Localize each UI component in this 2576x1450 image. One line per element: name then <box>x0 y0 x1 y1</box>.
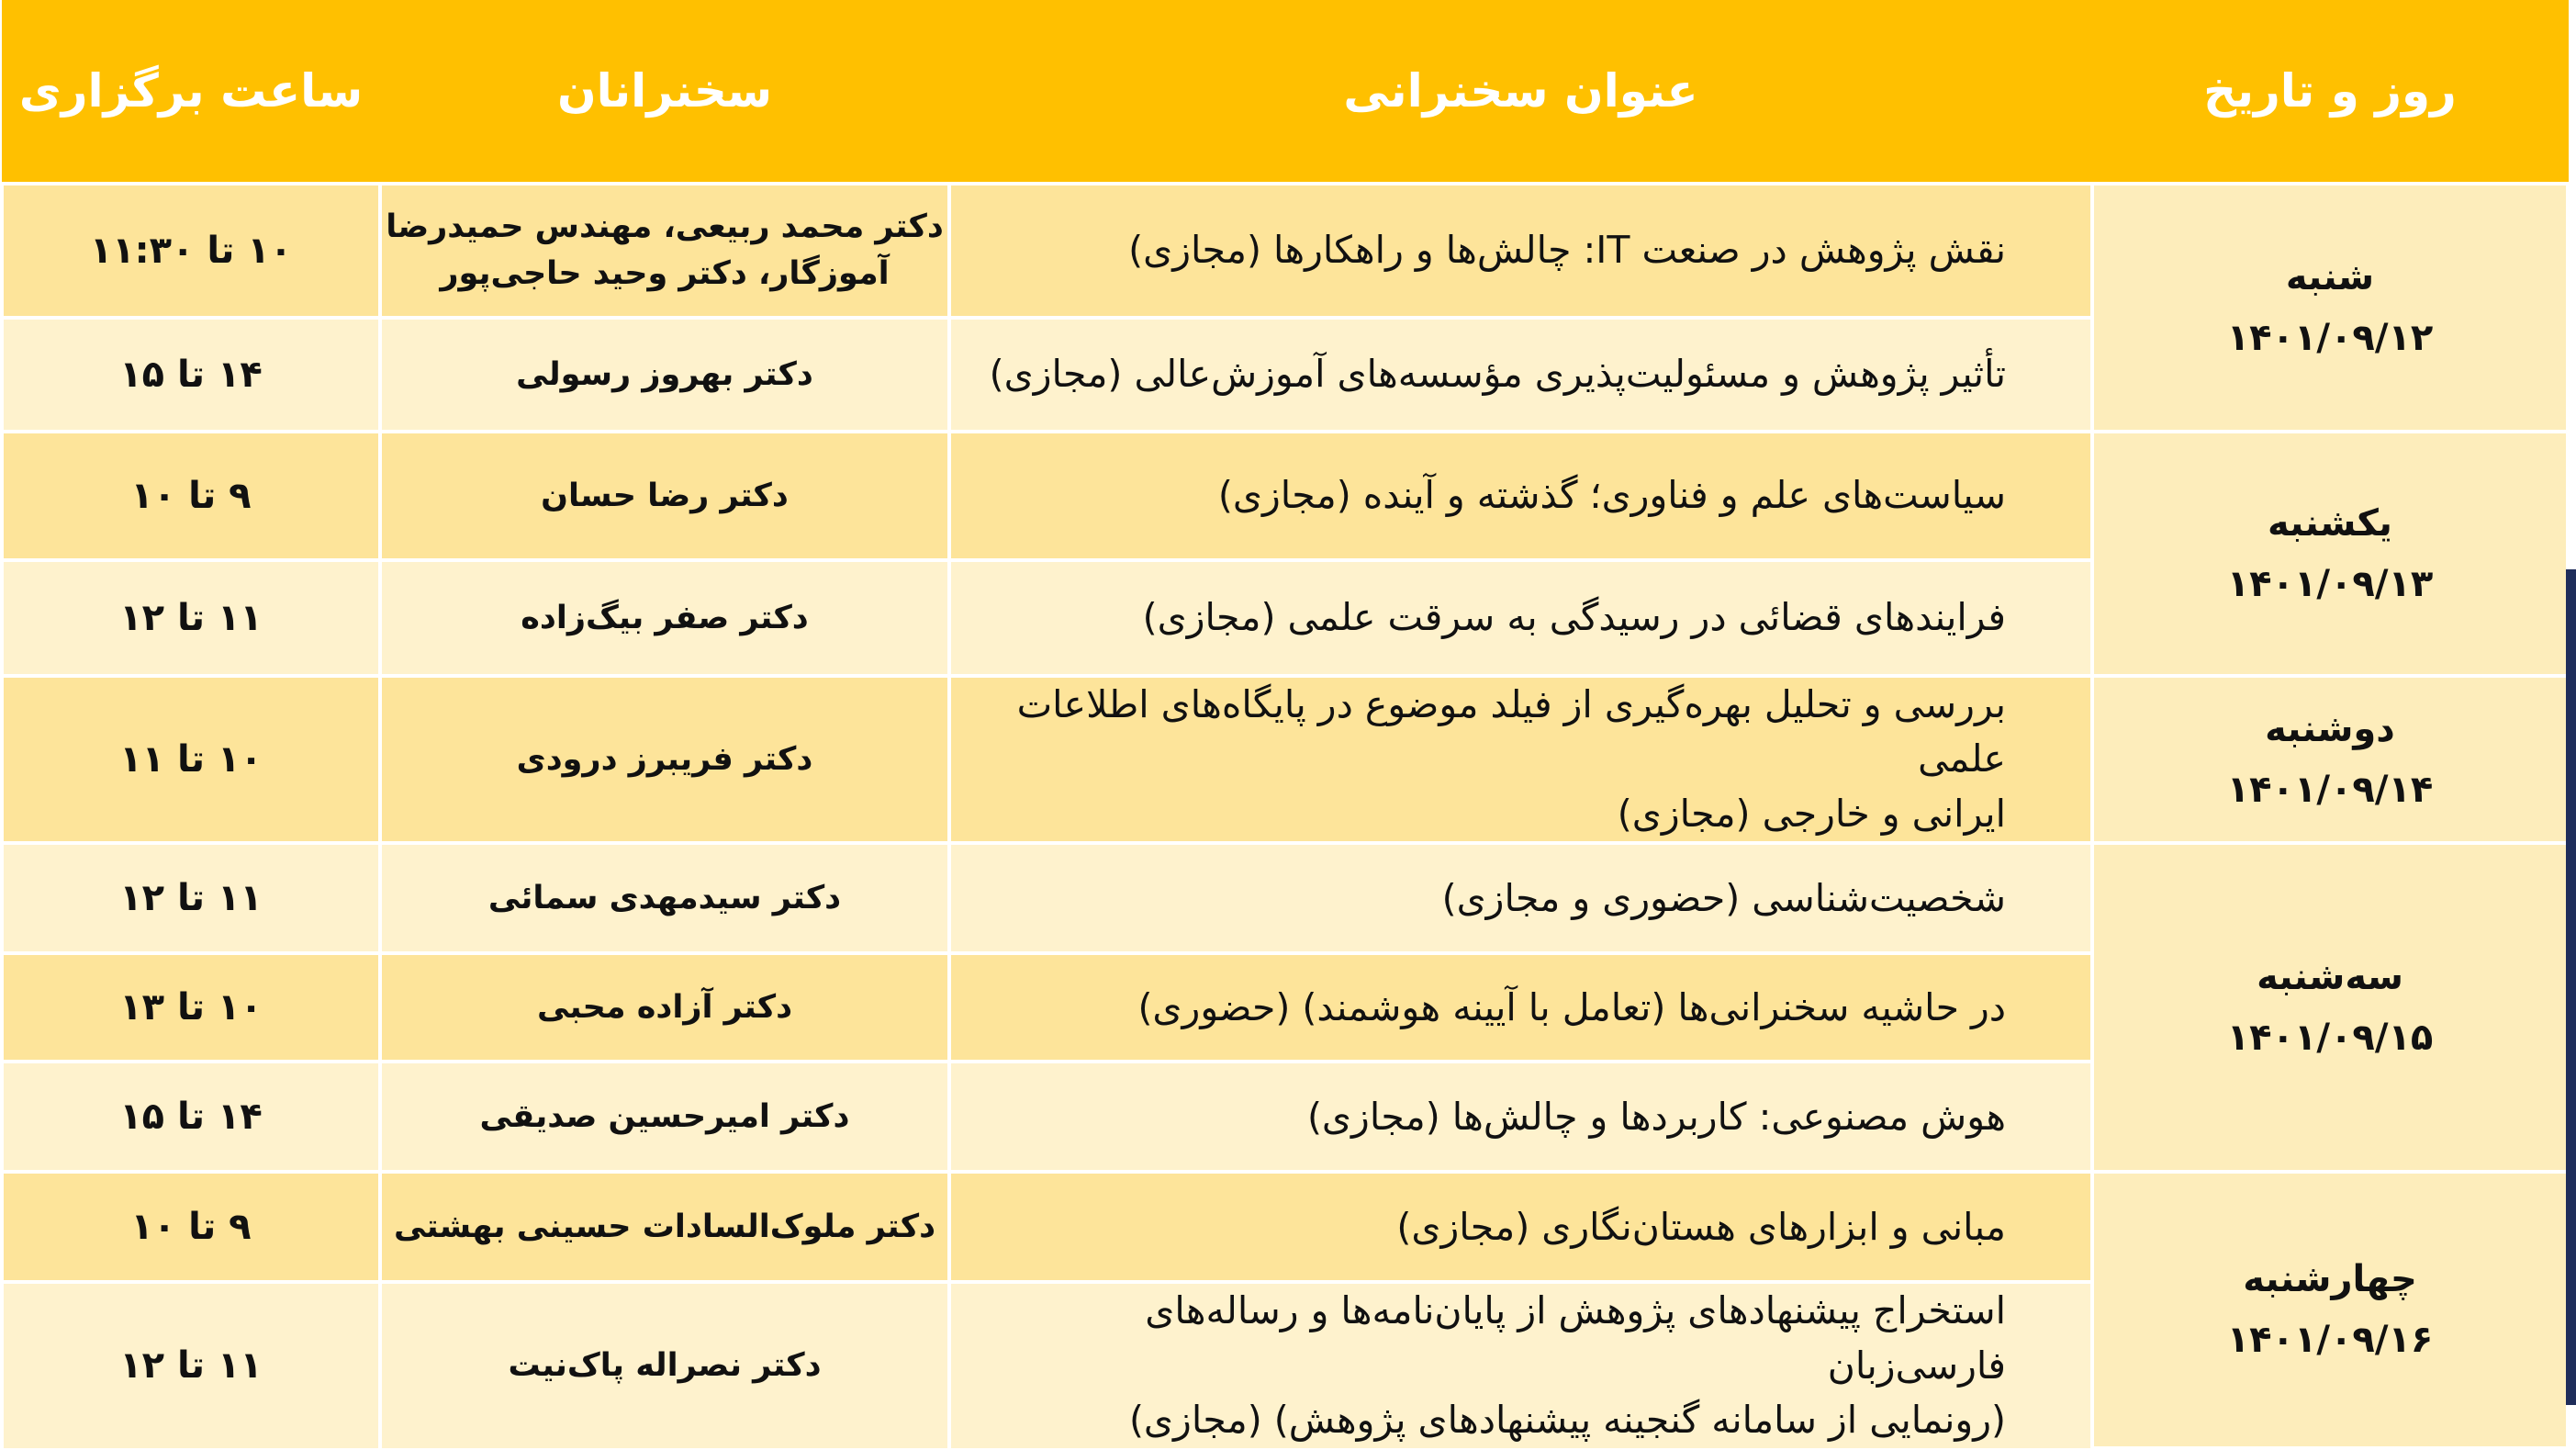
lecture-time: ۱۱ تا ۱۲ <box>2 843 380 953</box>
day-cell-saturday <box>2092 184 2568 432</box>
title-line: استخراج پیشنهادهای پژوهش از پایان‌نامه‌ها و رساله‌های فارسی‌زبان <box>1145 1288 2006 1388</box>
lecture-title: شخصیت‌شناسی (حضوری و مجازی) <box>949 843 2092 953</box>
lecture-title: مبانی و ابزارهای هستان‌نگاری (مجازی) <box>949 1172 2092 1282</box>
day-cell-monday <box>2092 676 2568 843</box>
day-name: چهارشنبه <box>2243 1258 2417 1301</box>
lecture-speaker <box>380 184 949 318</box>
speaker-line: آموزگار، دکتر وحید حاجی‌پور <box>440 255 890 292</box>
lecture-time: ۹ تا ۱۰ <box>2 432 380 560</box>
lecture-speaker: دکتر صفر بیگ‌زاده <box>380 560 949 676</box>
day-cell-wednesday <box>2092 1172 2568 1447</box>
lecture-speaker: دکتر بهروز رسولی <box>380 318 949 432</box>
table-row <box>2 676 2568 843</box>
header-time: ساعت برگزاری <box>2 0 380 184</box>
table-row <box>2 432 2568 560</box>
lecture-title <box>949 1282 2092 1447</box>
title-line: ایرانی و خارجی (مجازی) <box>1617 791 2006 836</box>
table-row <box>2 1172 2568 1282</box>
day-date: ۱۴۰۱/۰۹/۱۲ <box>2226 317 2434 359</box>
day-cell-sunday <box>2092 432 2568 676</box>
lecture-time: ۱۰ تا ۱۱:۳۰ <box>2 184 380 318</box>
day-name: یکشنبه <box>2268 502 2392 545</box>
day-cell-tuesday <box>2092 843 2568 1172</box>
lecture-title: در حاشیه سخنرانی‌ها (تعامل با آیینه هوشمند) (حضوری) <box>949 953 2092 1062</box>
table-row <box>2 184 2568 318</box>
header-speakers: سخنرانان <box>380 0 949 184</box>
title-line: بررسی و تحلیل بهره‌گیری از فیلد موضوع در پایگاه‌های اطلاعات علمی <box>1016 682 2006 781</box>
speaker-line: دکتر محمد ربیعی، مهندس حمیدرضا <box>386 208 944 246</box>
lecture-speaker: دکتر سیدمهدی سمائی <box>380 843 949 953</box>
day-date: ۱۴۰۱/۰۹/۱۵ <box>2226 1017 2434 1060</box>
day-date: ۱۴۰۱/۰۹/۱۴ <box>2226 769 2434 812</box>
lecture-speaker: دکتر نصراله پاک‌نیت <box>380 1282 949 1447</box>
lecture-speaker: دکتر آزاده محبی <box>380 953 949 1062</box>
lecture-time: ۱۴ تا ۱۵ <box>2 1062 380 1172</box>
side-accent-bar <box>2566 569 2576 1405</box>
lecture-time: ۱۰ تا ۱۱ <box>2 676 380 843</box>
lecture-time: ۱۴ تا ۱۵ <box>2 318 380 432</box>
lecture-speaker: دکتر فریبرز درودی <box>380 676 949 843</box>
lecture-title: نقش پژوهش در صنعت IT: چالش‌ها و راهکارها (مجازی) <box>949 184 2092 318</box>
lecture-time: ۹ تا ۱۰ <box>2 1172 380 1282</box>
table-row <box>2 843 2568 953</box>
lecture-title: فرایندهای قضائی در رسیدگی به سرقت علمی (مجازی) <box>949 560 2092 676</box>
lecture-time: ۱۱ تا ۱۲ <box>2 1282 380 1447</box>
lecture-time: ۱۱ تا ۱۲ <box>2 560 380 676</box>
header-day-date: روز و تاریخ <box>2092 0 2568 184</box>
lecture-title: سیاست‌های علم و فناوری؛ گذشته و آینده (مجازی) <box>949 432 2092 560</box>
day-name: سه‌شنبه <box>2257 956 2403 999</box>
day-date: ۱۴۰۱/۰۹/۱۳ <box>2226 563 2434 605</box>
day-name: شنبه <box>2285 256 2375 298</box>
lecture-speaker: دکتر رضا حسان <box>380 432 949 560</box>
lecture-title <box>949 676 2092 843</box>
lecture-time: ۱۰ تا ۱۳ <box>2 953 380 1062</box>
lecture-speaker: دکتر ملوک‌السادات حسینی بهشتی <box>380 1172 949 1282</box>
day-date: ۱۴۰۱/۰۹/۱۶ <box>2226 1319 2434 1362</box>
lecture-speaker: دکتر امیرحسین صدیقی <box>380 1062 949 1172</box>
day-name: دوشنبه <box>2265 708 2395 751</box>
lecture-title: تأثیر پژوهش و مسئولیت‌پذیری مؤسسه‌های آموزش‌عالی (مجازی) <box>949 318 2092 432</box>
title-line: (رونمایی از سامانه گنجینه پیشنهادهای پژوهش) (مجازی) <box>1128 1398 2006 1443</box>
lecture-title: هوش مصنوعی: کاربردها و چالش‌ها (مجازی) <box>949 1062 2092 1172</box>
header-row <box>2 0 2568 184</box>
header-title: عنوان سخنرانی <box>949 0 2092 184</box>
